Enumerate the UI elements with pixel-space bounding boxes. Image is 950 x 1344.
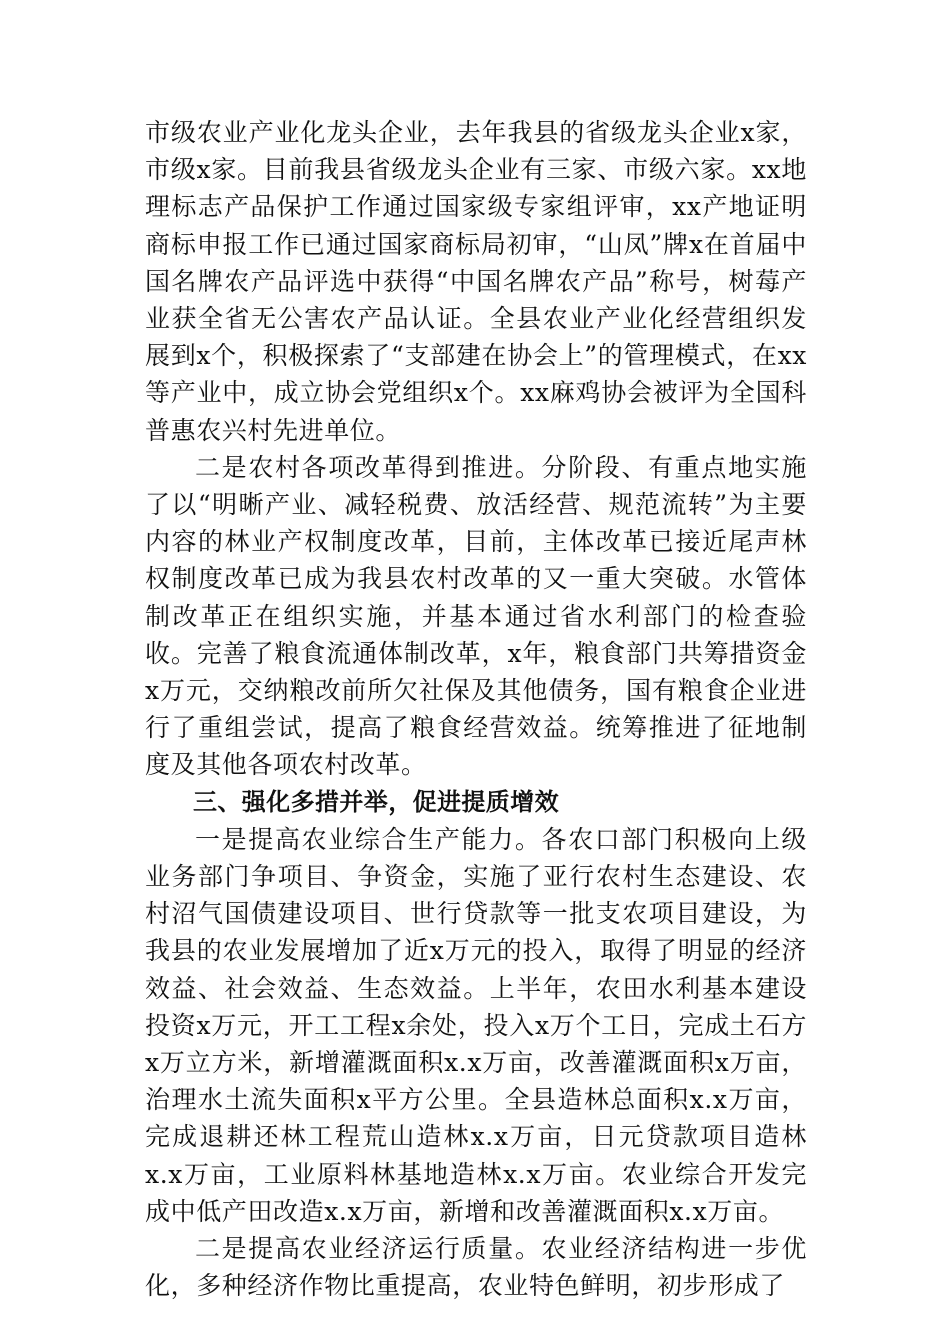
paragraph-economic-quality: 二是提高农业经济运行质量。农业经济结构进一步优化，多种经济作物比重提高，农业特色鲜明，初步形成了 <box>145 1234 807 1301</box>
section-heading-three: 三、强化多措并举，促进提质增效 <box>193 787 559 816</box>
document-page <box>145 114 807 1305</box>
paragraph-industrialization: 市级农业产业化龙头企业，去年我县的省级龙头企业x家，市级x家。目前我县省级龙头企业有三家、市级六家。xx地理标志产品保护工作通过国家级专家组评审，xx产地证明商标申报工作已通过国家商标局初审，“山凤”牌x在首届中国名牌农产品评选中获得“中国名牌农产品”称号，树莓产业获全省无公害农产品认证。全县农业产业化经营组织发展到x个，积极探索了“支部建在协会上”的管理模式，在xx等产业中，成立协会党组织x个。xx麻鸡协会被评为全国科普惠农兴村先进单位。 <box>145 118 807 445</box>
paragraph-production-capacity: 一是提高农业综合生产能力。各农口部门积极向上级业务部门争项目、争资金，实施了亚行农村生态建设、农村沼气国债建设项目、世行贷款等一批支农项目建设，为我县的农业发展增加了近x万元的投入，取得了明显的经济效益、社会效益、生态效益。上半年，农田水利基本建设投资x万元，开工工程x余处，投入x万个工日，完成土石方x万立方米，新增灌溉面积x.x万亩，改善灌溉面积x万亩，治理水土流失面积x平方公里。全县造林总面积x.x万亩，完成退耕还林工程荒山造林x.x万亩，日元贷款项目造林x.x万亩，工业原料林基地造林x.x万亩。农业综合开发完成中低产田改造x.x万亩，新增和改善灌溉面积x.x万亩。 <box>145 824 807 1226</box>
paragraph-rural-reform: 二是农村各项改革得到推进。分阶段、有重点地实施了以“明晰产业、减轻税费、放活经营、规范流转”为主要内容的林业产权制度改革，目前，主体改革已接近尾声林权制度改革已成为我县农村改革的又一重大突破。水管体制改革正在组织实施，并基本通过省水利部门的检查验收。完善了粮食流通体制改革，x年，粮食部门共筹措资金x万元，交纳粮改前所欠社保及其他债务，国有粮食企业进行了重组尝试，提高了粮食经营效益。统筹推进了征地制度及其他各项农村改革。 <box>145 452 807 780</box>
